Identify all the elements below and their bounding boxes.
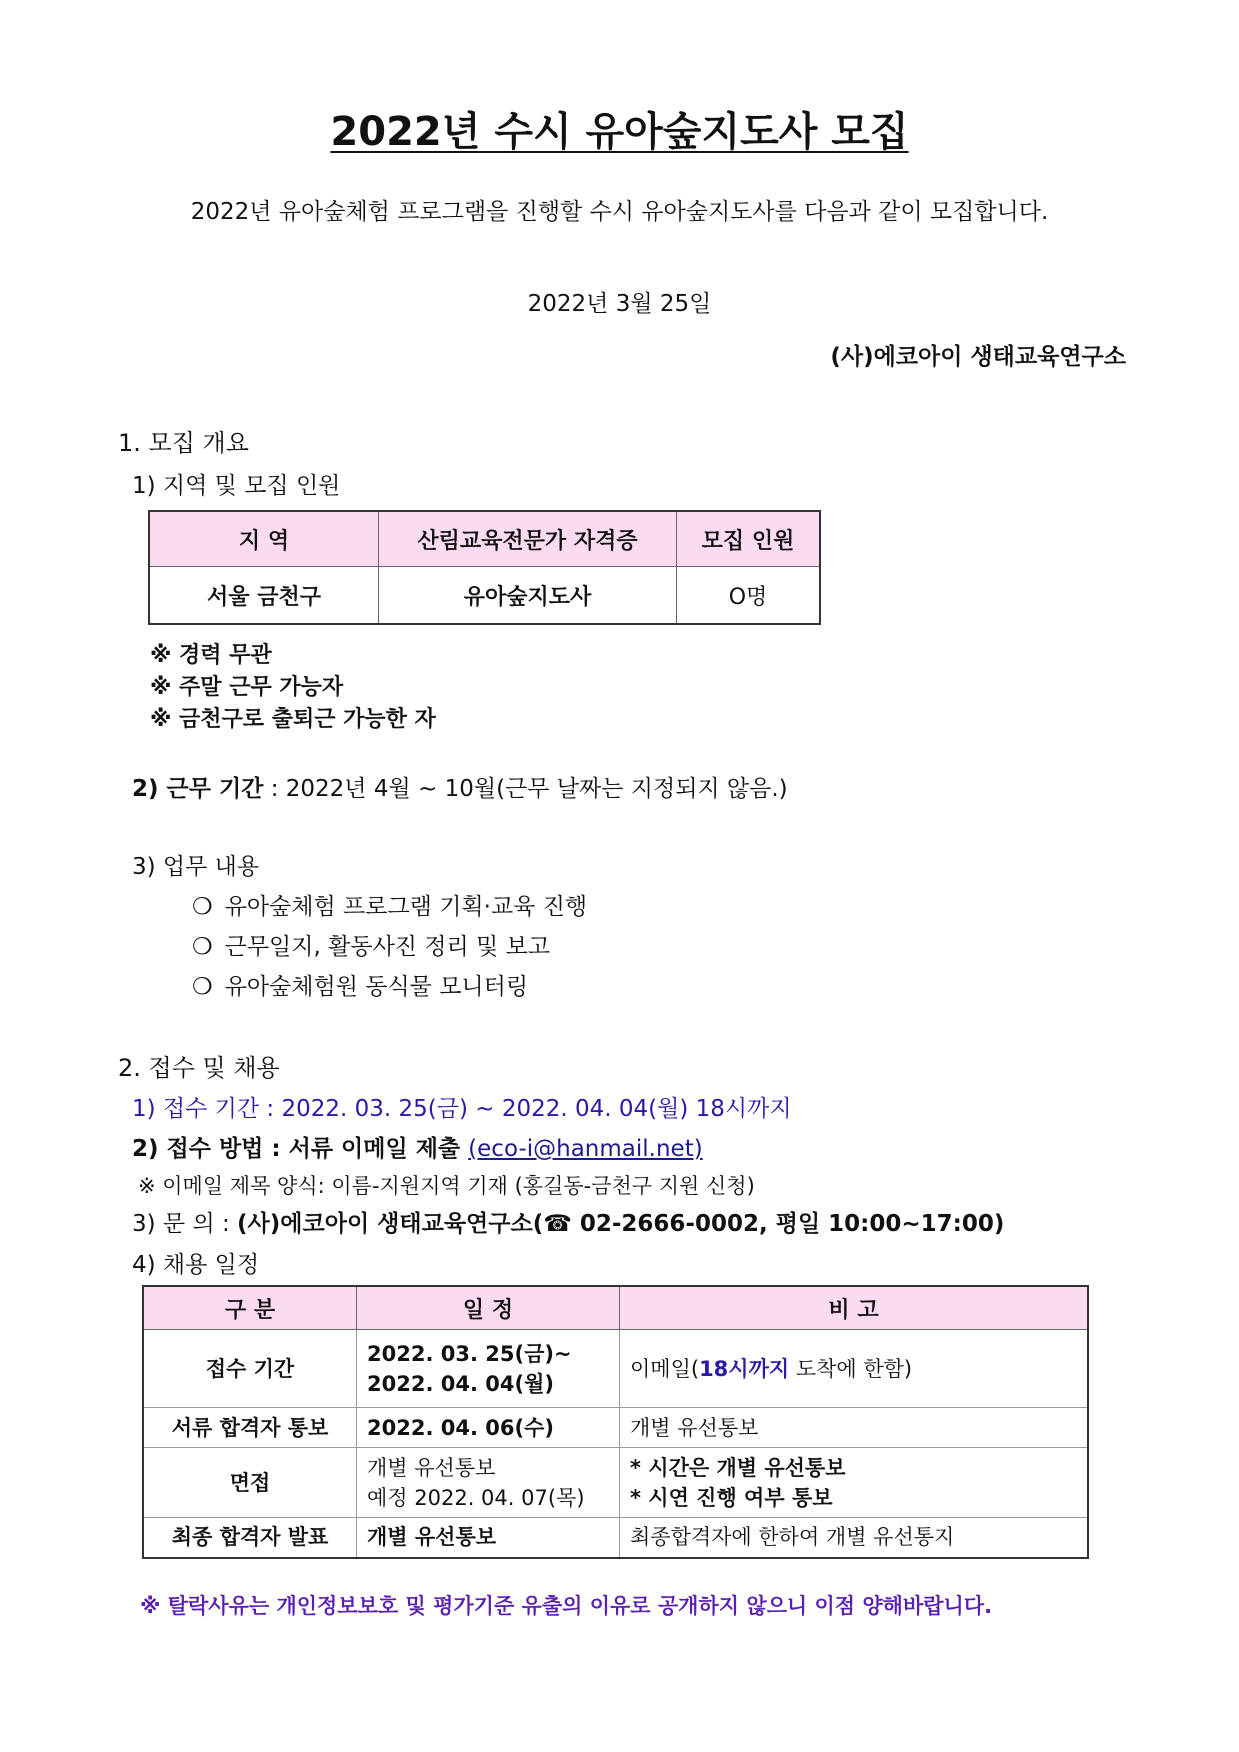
organization-name: (사)에코아이 생태교육연구소 — [830, 344, 1126, 370]
table-row: 접수 기간 2022. 03. 25(금)~ 2022. 04. 04(월) 이메일(18시까지 도착에 한함) — [143, 1330, 1088, 1408]
note-weekend: ※ 주말 근무 가능자 — [150, 675, 344, 700]
work-period-value: : 2022년 4월 ~ 10월(근무 날짜는 지정되지 않음.) — [263, 776, 788, 802]
duty-item: ❍ 유아숲체험원 동식물 모니터링 — [192, 974, 529, 1000]
section1-sub1: 1) 지역 및 모집 인원 — [132, 473, 341, 499]
announcement-date: 2022년 3월 25일 — [527, 291, 712, 317]
note-commute: ※ 금천구로 출퇴근 가능한 자 — [150, 707, 436, 732]
footer-note: ※ 탈락사유는 개인정보보호 및 평가기준 유출의 이유로 공개하지 않으니 이점 양해바랍니다. — [140, 1594, 993, 1618]
table-row: 서류 합격자 통보 2022. 04. 06(수) 개별 유선통보 — [143, 1408, 1088, 1448]
table-cell-region: 서울 금천구 — [149, 567, 379, 625]
table-header-region: 지 역 — [149, 511, 379, 567]
schedule-header-category: 구 분 — [143, 1286, 357, 1330]
intro-text: 2022년 유아숲체험 프로그램을 진행할 수시 유아숲지도사를 다음과 같이 모집합니다. — [190, 199, 1049, 225]
work-period — [132, 770, 788, 803]
schedule-header-remarks: 비 고 — [620, 1286, 1089, 1330]
table-row: 최종 합격자 발표 개별 유선통보 최종합격자에 한하여 개별 유선통지 — [143, 1518, 1088, 1558]
table-cell-license: 유아숲지도사 — [379, 567, 677, 625]
section1-heading: 1. 모집 개요 — [118, 429, 249, 457]
schedule-table — [142, 1285, 1089, 1559]
table-row: 면접 개별 유선통보 예정 2022. 04. 07(목) * 시간은 개별 유선통보 * 시연 진행 여부 통보 — [143, 1448, 1088, 1518]
table-cell-count: O명 — [677, 567, 821, 625]
work-period-label: 2) 근무 기간 — [132, 776, 264, 802]
schedule-header-date: 일 정 — [357, 1286, 620, 1330]
application-method: 2) 접수 방법 : 서류 이메일 제출 (eco-i@hanmail.net) — [132, 1136, 703, 1162]
contact-info: 3) 문 의 : (사)에코아이 생태교육연구소(☎ 02-2666-0002, 평일 10:00~17:00) — [132, 1211, 1005, 1237]
circle-bullet-icon: ❍ — [192, 934, 213, 960]
table-header-count: 모집 인원 — [677, 511, 821, 567]
schedule-heading: 4) 채용 일정 — [132, 1252, 260, 1278]
duty-item: ❍ 근무일지, 활동사진 정리 및 보고 — [192, 934, 551, 960]
section2-heading: 2. 접수 및 채용 — [118, 1054, 280, 1082]
note-experience: ※ 경력 무관 — [150, 643, 272, 668]
duty-item: ❍ 유아숲체험 프로그램 기획·교육 진행 — [192, 894, 588, 920]
recruitment-table — [148, 510, 821, 625]
email-format-note: ※ 이메일 제목 양식: 이름-지원지역 기재 (홍길동-금천구 지원 신청) — [138, 1174, 755, 1198]
duties-heading: 3) 업무 내용 — [132, 854, 260, 880]
circle-bullet-icon: ❍ — [192, 894, 213, 920]
page-title: 2022년 수시 유아숲지도사 모집 — [330, 109, 909, 155]
circle-bullet-icon: ❍ — [192, 974, 213, 1000]
email-link[interactable]: (eco-i@hanmail.net) — [468, 1136, 703, 1162]
table-header-license: 산림교육전문가 자격증 — [379, 511, 677, 567]
application-period: 1) 접수 기간 : 2022. 03. 25(금) ~ 2022. 04. 04(월) 18시까지 — [132, 1096, 792, 1122]
